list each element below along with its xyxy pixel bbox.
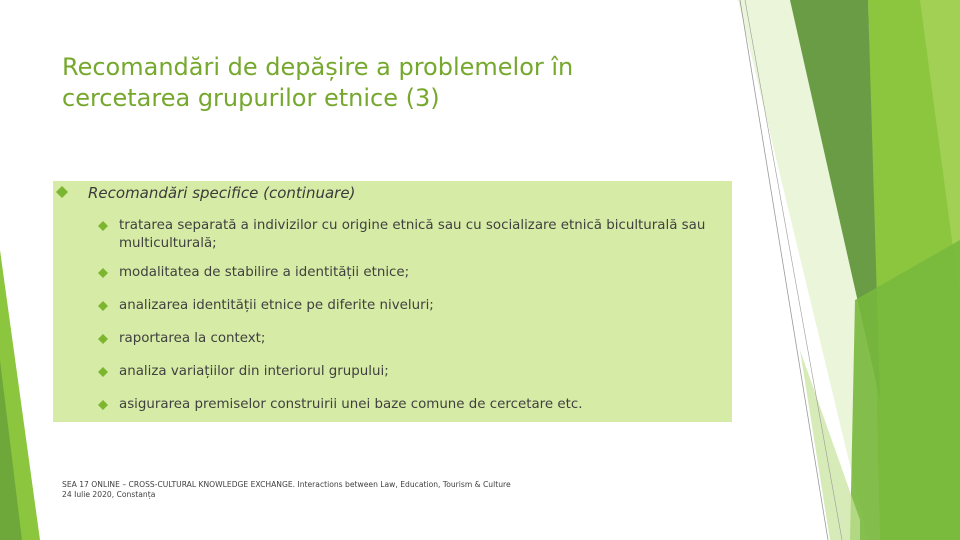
list-item-text: modalitatea de stabilire a identității etnice; [119,265,410,280]
list-item-text: tratarea separată a indivizilor cu origine etnică sau cu socializare etnică biculturală sau multiculturală; [119,218,706,251]
list-item [98,217,728,253]
diamond-bullet-icon [98,367,108,377]
list-item-text: analizarea identității etnice pe diferite niveluri; [119,298,434,313]
diamond-bullet-icon [98,301,108,311]
list-item-text: asigurarea premiselor construirii unei baze comune de cercetare etc. [119,397,583,412]
diamond-bullet-icon [98,334,108,344]
list-item [98,330,728,348]
list-item [98,297,728,315]
slide-footer [62,480,622,500]
list-item [98,264,728,282]
slide-title: Recomandări de depășire a problemelor în cercetarea grupurilor etnice (3) [62,53,574,112]
section-subtitle: Recomandări specifice (continuare) [88,184,356,202]
list-item-text: raportarea la context; [119,331,266,346]
list-item [98,396,728,414]
diamond-bullet-icon [98,268,108,278]
diamond-bullet-icon [56,186,68,198]
diamond-bullet-icon [98,400,108,410]
list-item [98,363,728,381]
diamond-bullet-icon [98,221,108,231]
footer-event-line: SEA 17 ONLINE – CROSS-CULTURAL KNOWLEDGE EXCHANGE. Interactions between Law, Education, Tourism & Culture [62,480,511,489]
bullet-list [98,217,728,414]
list-item-text: analiza variațiilor din interiorul grupului; [119,364,389,379]
footer-date-line: 24 Iulie 2020, Constanța [62,490,156,499]
